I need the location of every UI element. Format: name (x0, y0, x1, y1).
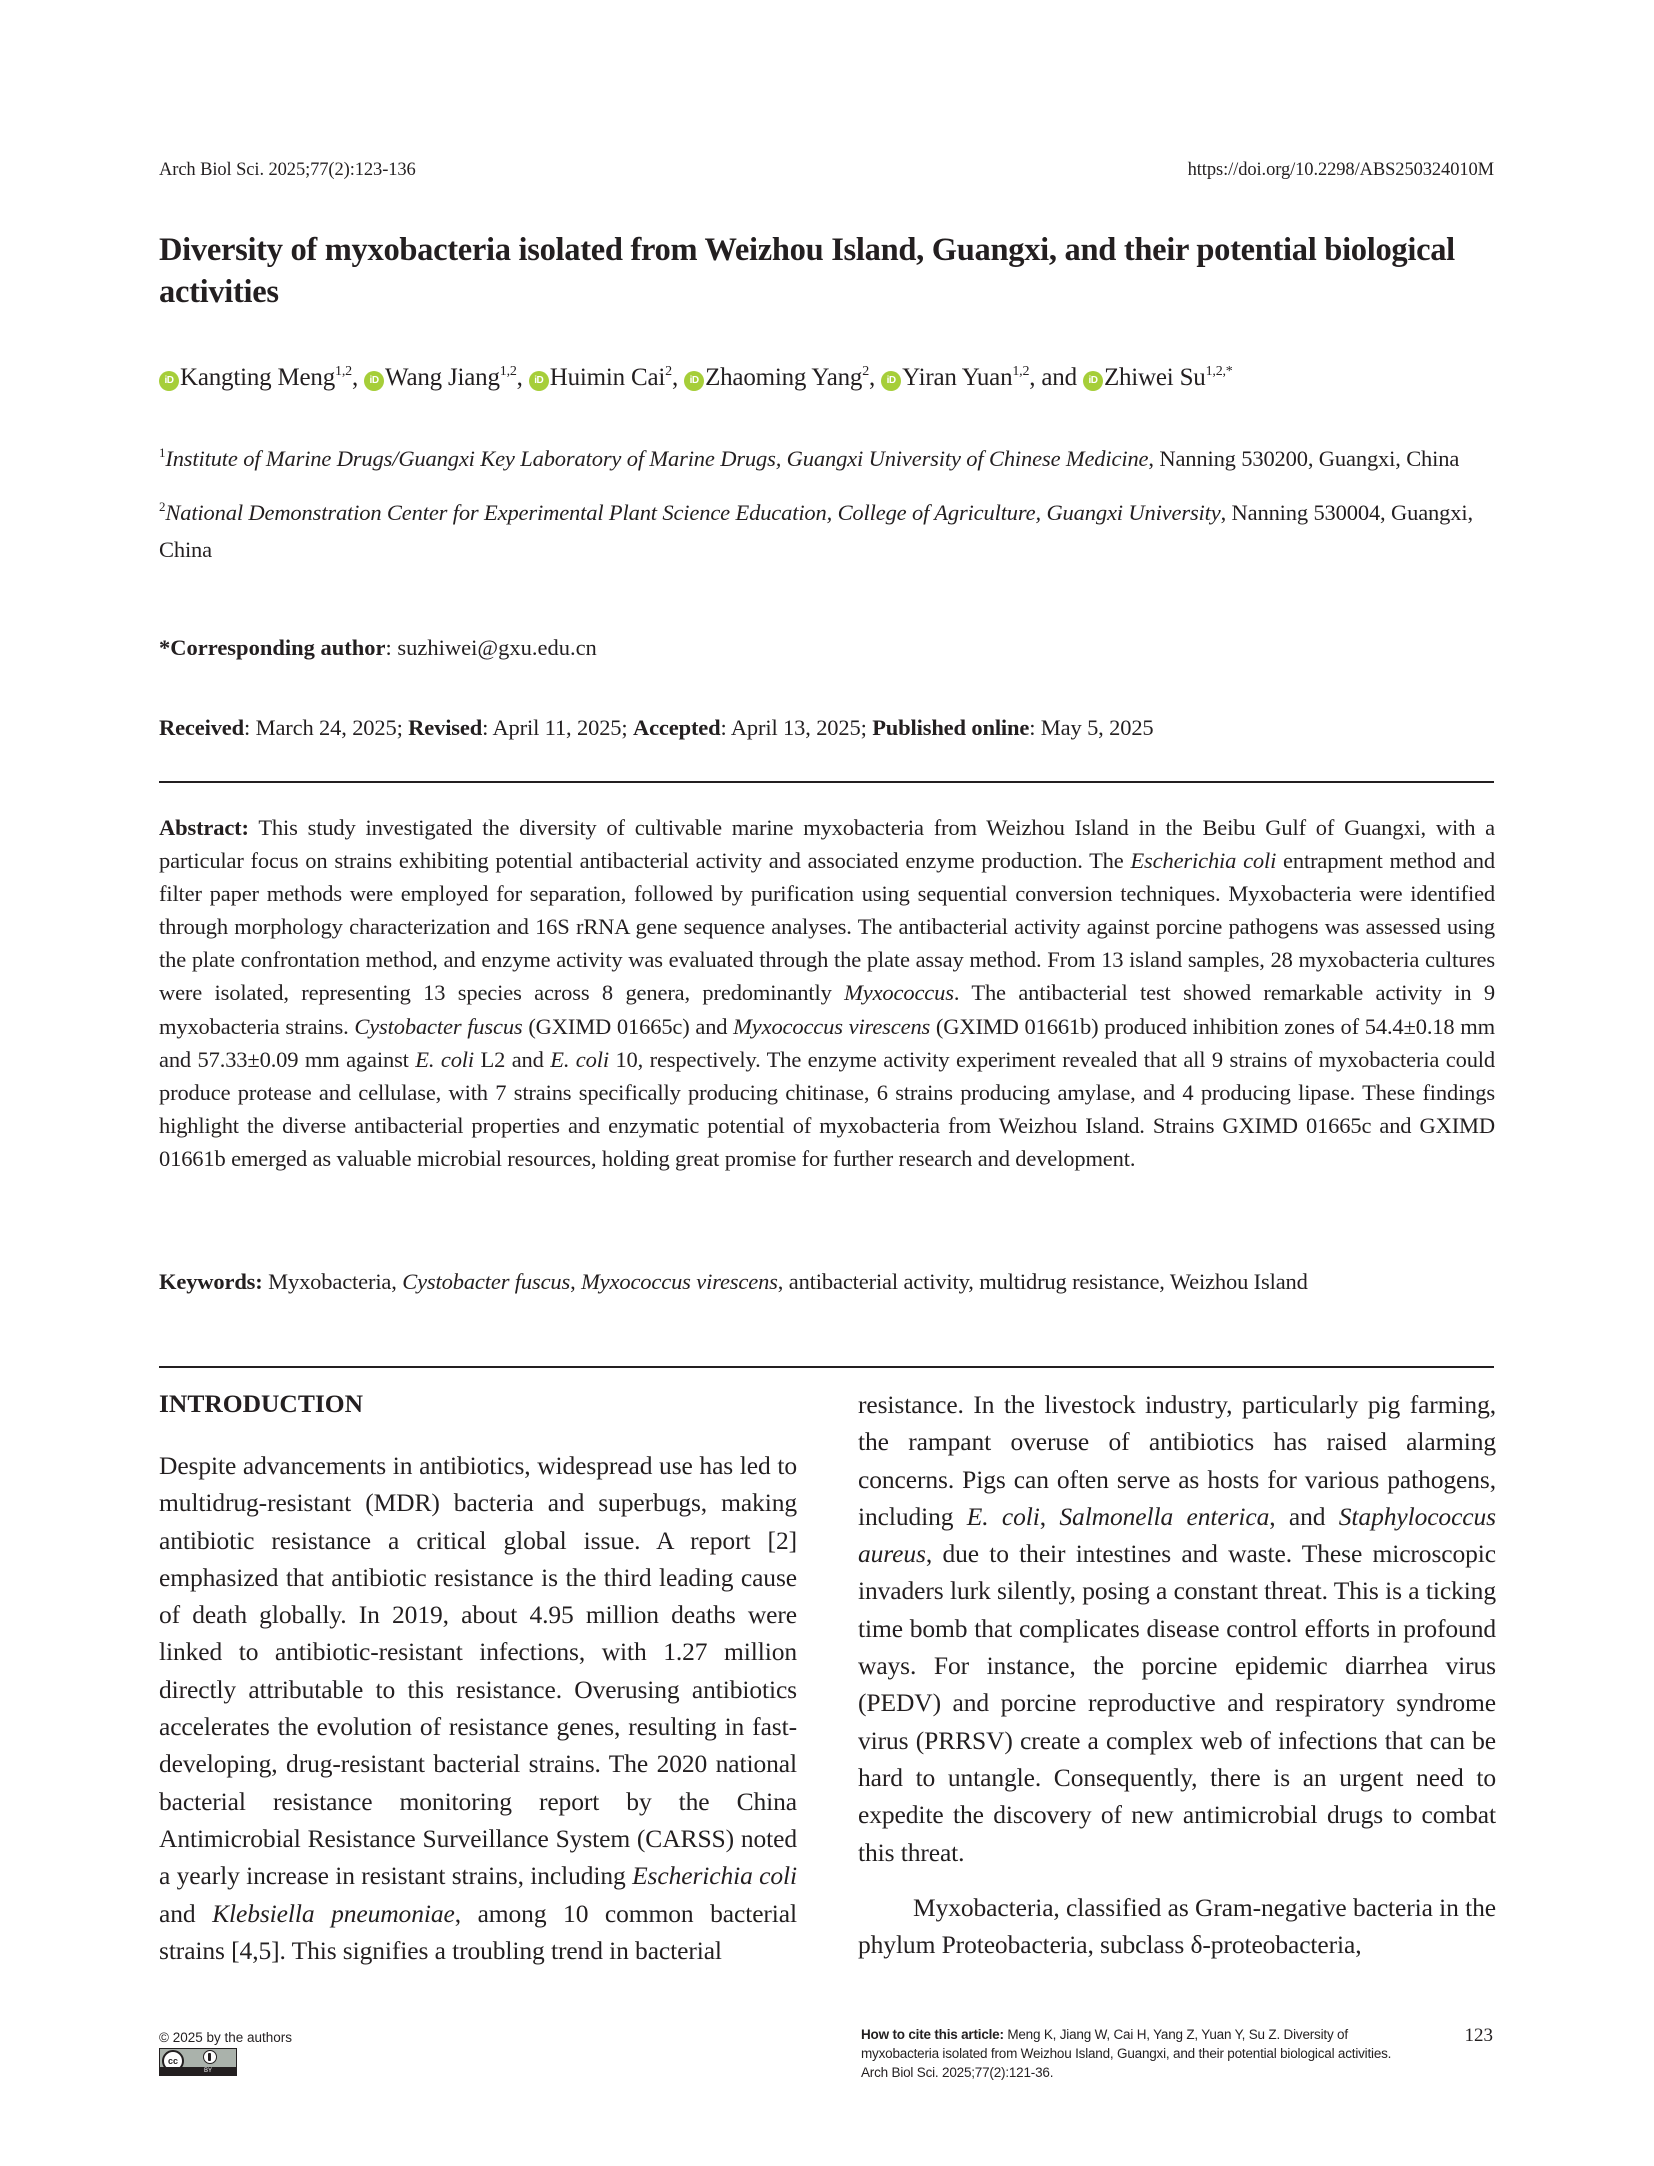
cite-label: How to cite this article: (861, 2027, 1004, 2042)
species-name: Cystobacter fuscus (354, 1013, 523, 1039)
author-separator: , (516, 364, 529, 391)
revised-label: Revised (408, 715, 483, 740)
orcid-icon[interactable]: iD (881, 371, 901, 391)
author-affiliation: 1,2 (335, 364, 352, 379)
author-name[interactable]: Yiran Yuan (902, 364, 1013, 391)
author-name[interactable]: Zhaoming Yang (705, 364, 863, 391)
author-affiliation: 2 (665, 364, 672, 379)
paragraph (858, 1386, 1496, 1871)
species-name: Cystobacter fuscus (402, 1269, 571, 1294)
abstract-text: 10, respectively. The enzyme activity experiment revealed that all 9 strains of myxobacteria could produce protease and cellulase, with 7 strains specifically producing chitinase, 6 strains producing amylase, and 4 producing lipase. These findings highlight the diverse antibacterial properties and enzymatic potential of myxobacteria from Weizhou Island. Strains GXIMD 01665c and GXIMD 01661b emerged as valuable microbial resources, holding great promise for further research and development. (159, 1046, 1496, 1171)
species-name: Staphylococcus aureus (858, 1501, 1496, 1569)
author-separator: , (351, 364, 365, 391)
orcid-icon[interactable]: iD (364, 371, 384, 391)
affiliation-1 (159, 440, 1499, 477)
journal-citation: Arch Biol Sci. 2025;77(2):123-136 (159, 160, 416, 180)
attribution-person-icon (203, 2050, 217, 2064)
author (1083, 364, 1233, 391)
species-name: E. coli (550, 1046, 609, 1072)
species-name: Myxococcus virescens (581, 1269, 778, 1294)
abstract (159, 811, 1495, 1175)
species-name: Klebsiella pneumoniae (212, 1898, 455, 1928)
affiliation-2 (159, 494, 1499, 568)
keywords (159, 1265, 1495, 1298)
corresponding-author (159, 633, 597, 663)
published-label: Published online (872, 715, 1030, 740)
author-name[interactable]: Wang Jiang (385, 364, 500, 391)
author-name[interactable]: Huimin Cai (549, 364, 666, 391)
author-affiliation: 1,2 (1012, 364, 1030, 379)
doi-link[interactable]: https://doi.org/10.2298/ABS250324010M (1187, 160, 1494, 180)
article-dates (159, 713, 1154, 743)
copyright-notice: © 2025 by the authors (159, 2030, 293, 2045)
revised-date: : April 11, 2025; (482, 715, 633, 740)
author (159, 364, 364, 391)
keyword-text: , (570, 1269, 582, 1294)
article-title: Diversity of myxobacteria isolated from Weizhou Island, Guangxi, and their potential biological activities (159, 232, 1455, 310)
cc-by-license-badge[interactable] (159, 2048, 237, 2076)
species-name: Myxococcus virescens (733, 1013, 931, 1039)
author (684, 364, 881, 391)
author-affiliation: 1,2 (499, 364, 517, 379)
paragraph (159, 1447, 797, 1969)
paragraph-text: and (159, 1898, 213, 1928)
paragraph-text: , and (1269, 1501, 1339, 1531)
abstract-text: (GXIMD 01661b) produced inhibition zones of 54.4±0.18 mm and 57.33±0.09 mm against (159, 1013, 1495, 1072)
species-name: E. coli (966, 1501, 1040, 1531)
received-label: Received (159, 715, 245, 740)
abstract-text: L2 and (474, 1046, 551, 1072)
how-to-cite (861, 2025, 1401, 2082)
cc-icon: cc (162, 2050, 184, 2072)
page-number: 123 (1464, 2025, 1493, 2046)
cite-text: Meng K, Jiang W, Cai H, Yang Z, Yuan Y, Su Z. Diversity of myxobacteria isolated from Weizhou Island, Guangxi, and their potential biological activities. Arch Biol Sci. 2025;77(2):121-36. (861, 2027, 1392, 2080)
species-name: Myxococcus (844, 980, 954, 1006)
received-date: : March 24, 2025; (244, 715, 409, 740)
running-head (159, 160, 1494, 181)
affiliation-number: 1 (159, 445, 166, 460)
abstract-label: Abstract: (159, 815, 249, 840)
species-name: Salmonella enterica (1059, 1501, 1270, 1531)
species-name: Escherichia coli (1130, 848, 1277, 874)
divider-rule-bottom (159, 1366, 1494, 1368)
affiliations (159, 440, 1499, 568)
paragraph-text: , (1039, 1501, 1060, 1531)
author-name[interactable]: Kangting Meng (180, 364, 336, 391)
paragraph: Myxobacteria, classified as Gram-negative bacteria in the phylum Proteobacteria, subclass δ-proteobacteria, (858, 1892, 1496, 1960)
abstract-text: entrapment method and filter paper methods were employed for separation, followed by purification using sequential conversion techniques. Myxobacteria were identified through morphology characterization and 16S rRNA gene sequence analyses. The antibacterial activity against porcine pathogens was assessed using the plate confrontation method, and enzyme activity was evaluated through the plate assay method. From 13 island samples, 28 myxobacteria cultures were isolated, representing 13 species across 8 genera, predominantly (159, 848, 1495, 1006)
accepted-label: Accepted (632, 715, 721, 740)
author (881, 364, 1083, 391)
section-heading-introduction: INTRODUCTION (159, 1389, 364, 1418)
body-column-left (159, 1388, 797, 1969)
abstract-text: This study investigated the diversity of cultivable marine myxobacteria from Weizhou Island in the Beibu Gulf of Guangxi, with a particular focus on strains exhibiting potential antibacterial activity and associated enzyme production. The (159, 815, 1495, 874)
corresponding-label: *Corresponding author (159, 635, 386, 660)
author-separator: , (671, 364, 685, 391)
corresponding-email[interactable]: : suzhiwei@gxu.edu.cn (385, 635, 597, 660)
affiliation-institution: National Demonstration Center for Experimental Plant Science Education, College of Agriculture, Guangxi University (165, 500, 1221, 525)
accepted-date: : April 13, 2025; (720, 715, 873, 740)
footer-license (159, 2030, 292, 2076)
affiliation-institution: Institute of Marine Drugs/Guangxi Key Laboratory of Marine Drugs, Guangxi University of Chinese Medicine (165, 446, 1149, 471)
orcid-icon[interactable]: iD (1083, 371, 1103, 391)
author-separator: , (869, 364, 882, 391)
affiliation-location: , Nanning 530200, Guangxi, China (1148, 446, 1460, 471)
paragraph-text: Despite advancements in antibiotics, widespread use has led to multidrug-resistant (MDR) bacteria and superbugs, making antibiotic resistance a critical global issue. A report [2] emphasized that antibiotic resistance is the third leading cause of death globally. In 2019, about 4.95 million deaths were linked to antibiotic-resistant infections, with 1.27 million directly attributable to this resistance. Overusing antibiotics accelerates the evolution of resistance genes, resulting in fast-developing, drug-resistant bacterial strains. The 2020 national bacterial resistance monitoring report by the China Antimicrobial Resistance Surveillance System (CARSS) noted a yearly increase in resistant strains, including (159, 1451, 797, 1891)
affiliation-number: 2 (159, 499, 166, 514)
paragraph-text: resistance. In the livestock industry, particularly pig farming, the rampant overuse of antibiotics has raised alarming concerns. Pigs can often serve as hosts for various pathogens, including (858, 1390, 1496, 1531)
author-list (159, 362, 1499, 394)
abstract-text: (GXIMD 01665c) and (522, 1013, 734, 1039)
published-date: : May 5, 2025 (1029, 715, 1154, 740)
paragraph-text: , among 10 common bacterial strains [4,5]. This signifies a troubling trend in bacterial (159, 1898, 797, 1965)
keyword-text: Myxobacteria, (262, 1269, 403, 1294)
orcid-icon[interactable]: iD (529, 371, 549, 391)
abstract-text: . The antibacterial test showed remarkable activity in 9 myxobacteria strains. (159, 980, 1495, 1039)
by-label: BY (160, 2067, 236, 2075)
orcid-icon[interactable]: iD (159, 371, 179, 391)
paragraph-text: , due to their intestines and waste. These microscopic invaders lurk silently, posing a constant threat. This is a ticking time bomb that complicates disease control efforts in profound ways. For instance, the porcine epidemic diarrhea virus (PEDV) and porcine reproductive and respiratory syndrome virus (PRRSV) create a complex web of infections that can be hard to untangle. Consequently, there is an urgent need to expedite the discovery of new antimicrobial drugs to combat this threat. (858, 1539, 1496, 1867)
keyword-text: , antibacterial activity, multidrug resistance, Weizhou Island (777, 1269, 1308, 1294)
author-name[interactable]: Zhiwei Su (1103, 364, 1206, 391)
keywords-label: Keywords: (159, 1269, 263, 1294)
author (529, 364, 684, 391)
author-separator: , and (1029, 364, 1083, 391)
affiliation-location: , Nanning 530004, Guangxi, China (159, 500, 1473, 562)
author (364, 364, 529, 391)
species-name: Escherichia coli (632, 1861, 797, 1891)
divider-rule-top (159, 781, 1494, 783)
author-affiliation: 2 (862, 364, 870, 379)
body-column-right (858, 1386, 1496, 1963)
orcid-icon[interactable]: iD (684, 371, 704, 391)
species-name: E. coli (415, 1046, 474, 1072)
author-affiliation: 1,2,* (1205, 364, 1233, 379)
